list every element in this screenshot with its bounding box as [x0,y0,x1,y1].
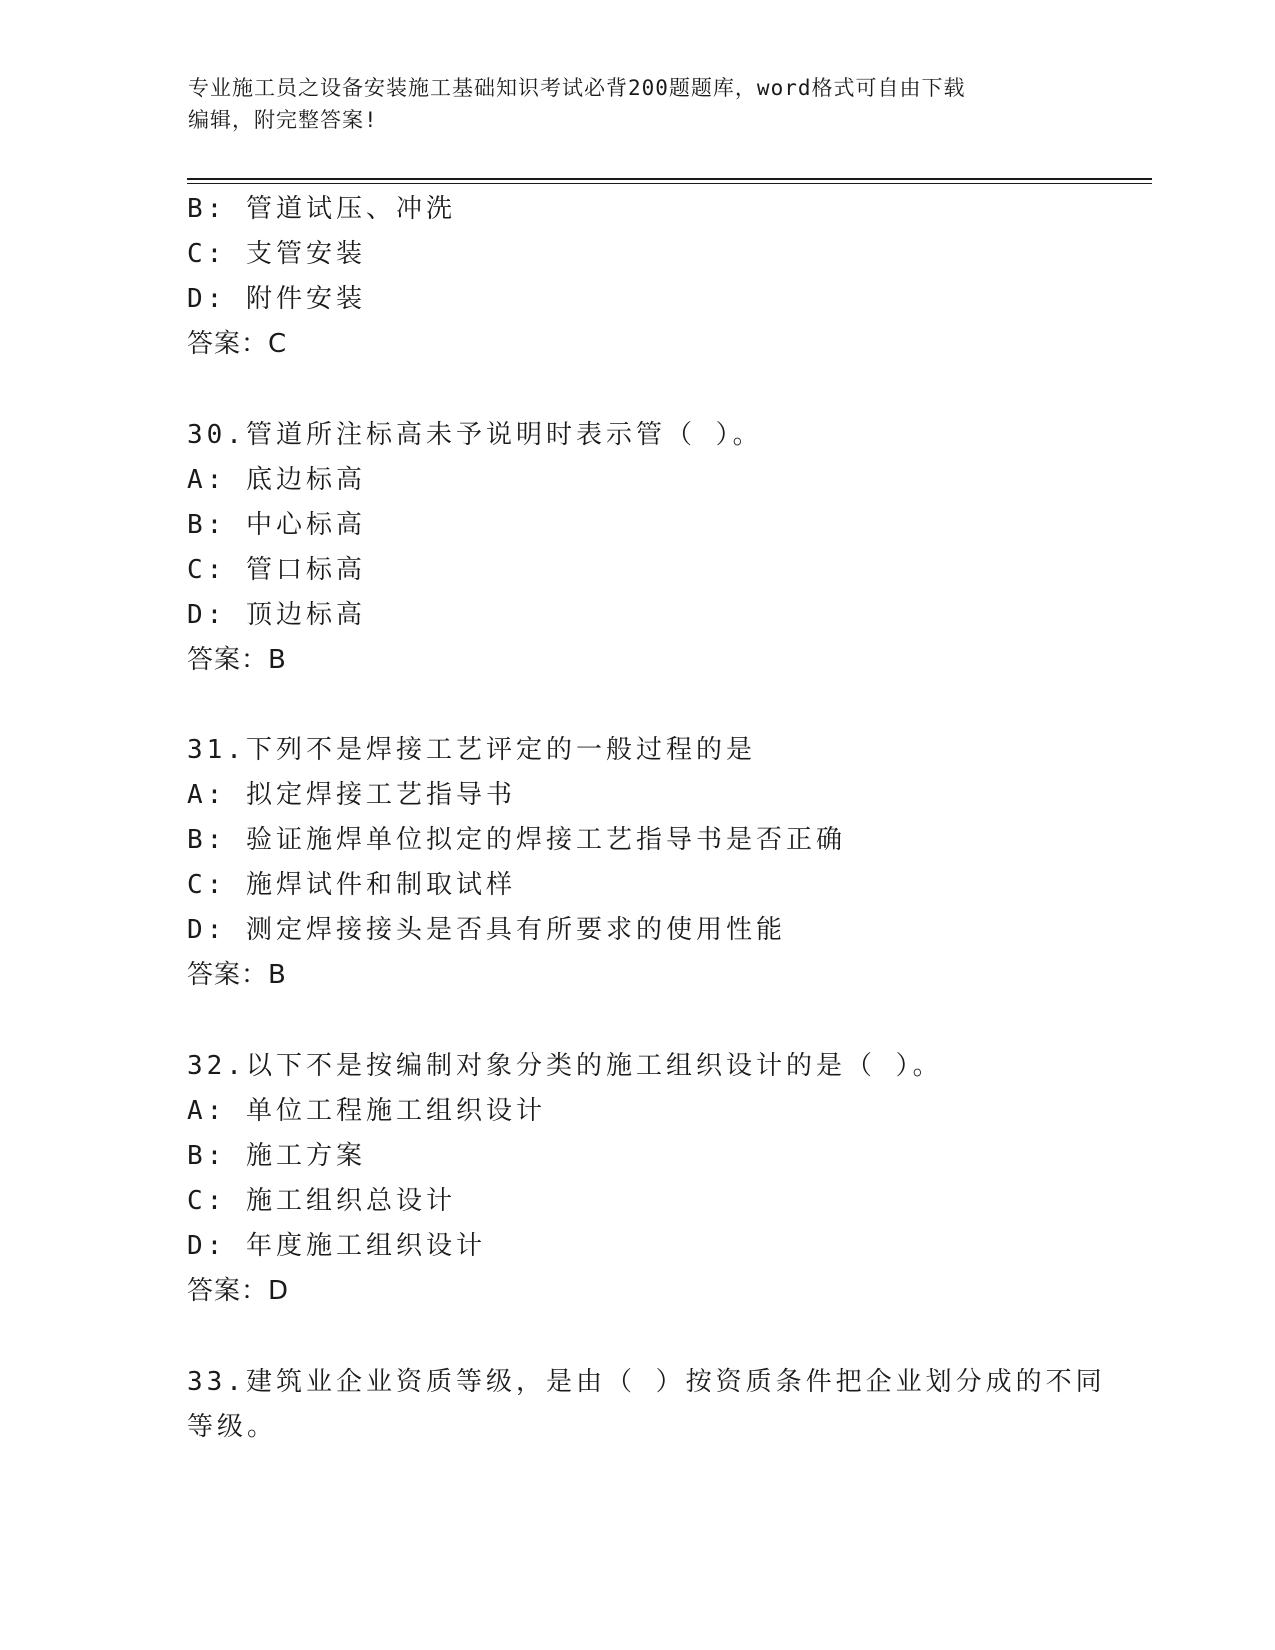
q30-option-a: A: 底边标高 [187,465,366,495]
q33-question-line-2: 等级。 [187,1412,278,1442]
q32-option-d: D: 年度施工组织设计 [187,1231,486,1261]
q29-option-d: D: 附件安装 [187,284,366,314]
q30-option-d: D: 顶边标高 [187,600,366,630]
q31-option-d: D: 测定焊接接头是否具有所要求的使用性能 [187,915,786,945]
q29-option-c: C: 支管安装 [187,239,366,269]
q32-option-c: C: 施工组织总设计 [187,1186,456,1216]
q32-option-b: B: 施工方案 [187,1141,366,1171]
q31-option-b: B: 验证施焊单位拟定的焊接工艺指导书是否正确 [187,825,846,855]
q31-answer: 答案：B [187,960,287,990]
q32-question: 32.以下不是按编制对象分类的施工组织设计的是（ ）。 [187,1051,943,1081]
document-title-line-1: 专业施工员之设备安装施工基础知识考试必背200题题库，word格式可自由下载 [188,76,966,100]
q30-answer: 答案：B [187,645,287,675]
q33-question-line-1: 33.建筑业企业资质等级，是由（ ）按资质条件把企业划分成的不同 [187,1367,1106,1397]
q29-answer: 答案：C [187,329,288,359]
q32-option-a: A: 单位工程施工组织设计 [187,1096,546,1126]
header-divider-thick [187,178,1152,180]
q32-answer: 答案：D [187,1276,290,1306]
q31-question: 31.下列不是焊接工艺评定的一般过程的是 [187,735,756,765]
q31-option-c: C: 施焊试件和制取试样 [187,870,516,900]
document-title [188,72,1088,136]
header-divider-thin [187,183,1152,184]
document-title-line-2: 编辑，附完整答案! [188,108,378,132]
q31-option-a: A: 拟定焊接工艺指导书 [187,780,516,810]
q29-option-b: B: 管道试压、冲洗 [187,194,456,224]
q30-option-b: B: 中心标高 [187,510,366,540]
q30-option-c: C: 管口标高 [187,555,366,585]
q30-question: 30.管道所注标高未予说明时表示管（ ）。 [187,420,763,450]
